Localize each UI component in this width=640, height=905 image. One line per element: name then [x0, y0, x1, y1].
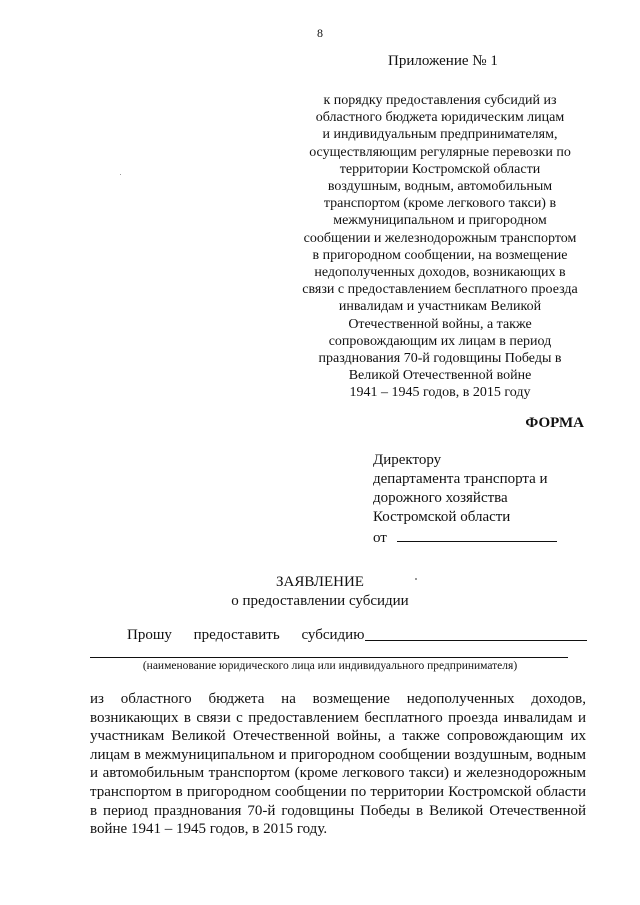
from-row	[373, 527, 557, 548]
subtitle-line: осуществляющим регулярные перевозки по	[309, 144, 571, 160]
subtitle-line: областного бюджета юридическим лицам	[315, 110, 565, 126]
addressee-line: Костромской области	[373, 509, 511, 525]
request-word: Прошу	[127, 627, 172, 643]
from-label: от	[373, 530, 387, 546]
request-row	[127, 627, 382, 644]
subtitle-line: связи с предоставлением бесплатного проезда	[302, 282, 578, 298]
appendix-title: Приложение № 1	[388, 53, 498, 69]
request-word: субсидию	[301, 627, 365, 643]
from-blank-field[interactable]	[397, 527, 557, 542]
scan-speck	[120, 174, 121, 175]
subtitle-line: Отечественной войны, а также	[348, 316, 532, 332]
subsidy-recipient-blank-field[interactable]	[365, 640, 587, 641]
document-subtitle: о предоставлении субсидии	[231, 593, 409, 609]
subtitle-line: празднования 70-й годовщины Победы в	[318, 351, 562, 367]
addressee-line: Директору	[373, 452, 442, 468]
document-title: ЗАЯВЛЕНИЕ	[276, 574, 364, 590]
subtitle-line: межмуниципальном и пригородном	[333, 213, 547, 229]
subtitle-line: сопровождающим их лицам в период	[328, 333, 552, 349]
subtitle-line: к порядку предоставления субсидий из	[323, 93, 557, 108]
appendix-subtitle	[290, 92, 590, 402]
body-paragraph: из областного бюджета на возмещение недополученных доходов, возникающих в связи с предоставлением бесплатного проезда инвалидам и участникам Великой Отечественной войны, а также сопровождающим их лицам в межмуниципальном и пригородном сообщении воздушным, водным и автомобильным транспортом (кроме легкового такси) и железнодорожным транспортом в пригородном сообщении по территории Костромской области в период празднования 70-й годовщины Победы в Великой Отечественной войне 1941 – 1945 годов, в 2015 году.	[90, 691, 586, 838]
form-label: ФОРМА	[525, 415, 584, 431]
entity-name-caption: (наименование юридического лица или индивидуального предпринимателя)	[142, 660, 518, 672]
addressee-line: дорожного хозяйства	[373, 490, 508, 506]
subtitle-line: инвалидам и участникам Великой	[338, 299, 542, 315]
subtitle-line: в пригородном сообщении, на возмещение	[312, 247, 568, 263]
page-number: 8	[317, 26, 323, 40]
request-word: предоставить	[193, 627, 280, 643]
entity-name-blank-field[interactable]	[90, 657, 568, 658]
addressee-block	[373, 451, 557, 548]
subtitle-line: Великой Отечественной войне	[348, 368, 532, 384]
subtitle-line: транспортом (кроме легкового такси) в	[323, 196, 557, 212]
subtitle-line: 1941 – 1945 годов, в 2015 году	[349, 385, 531, 401]
subtitle-line: территории Костромской области	[339, 161, 541, 177]
addressee-line: департамента транспорта и	[373, 471, 548, 487]
subtitle-line: сообщении и железнодорожным транспортом	[303, 230, 577, 246]
subtitle-line: воздушным, водным, автомобильным	[327, 179, 553, 195]
subtitle-line: недополученных доходов, возникающих в	[314, 265, 566, 281]
subtitle-line: и индивидуальным предпринимателям,	[322, 127, 558, 143]
